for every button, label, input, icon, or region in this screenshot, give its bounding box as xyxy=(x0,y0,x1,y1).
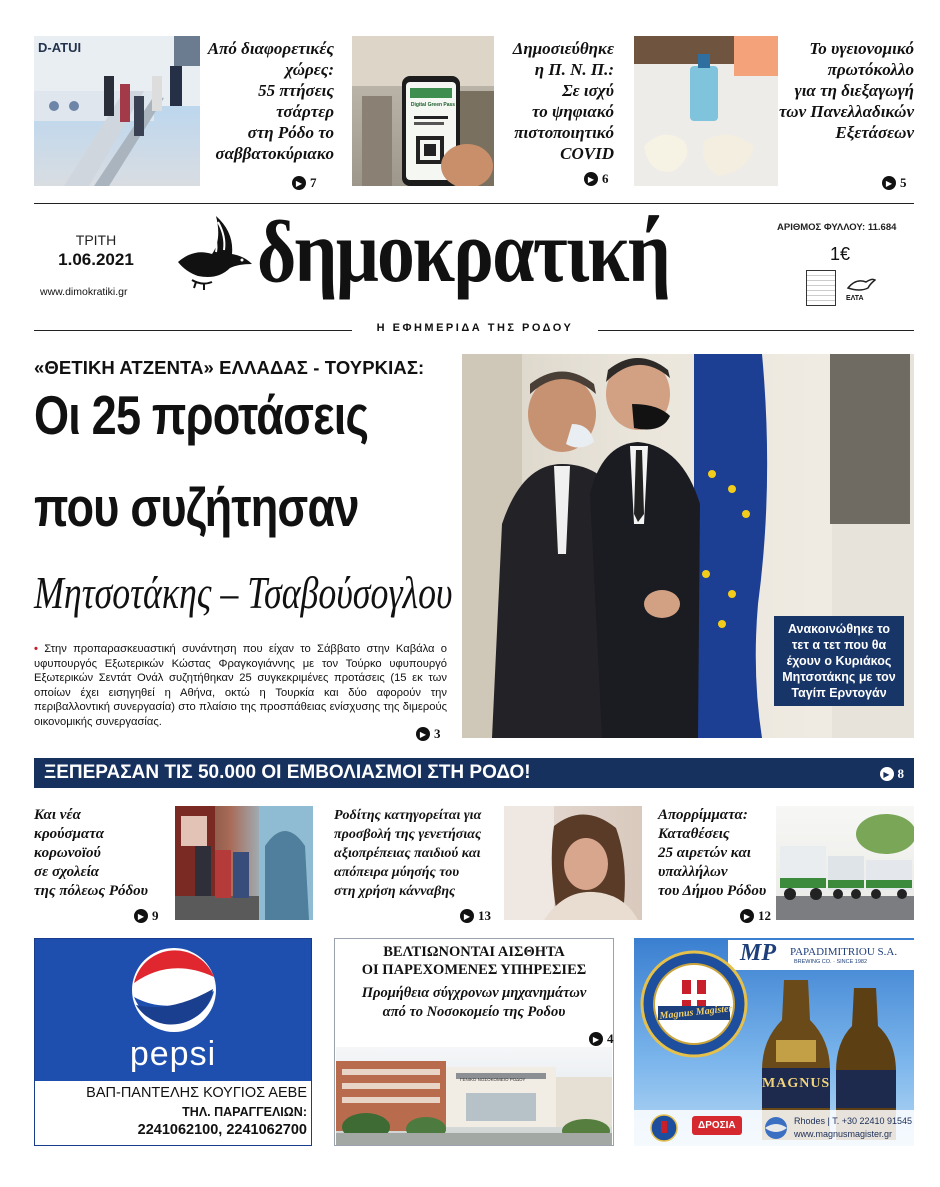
story-2-photo[interactable] xyxy=(504,806,642,920)
date: 1.06.2021 xyxy=(58,250,134,269)
story-3-line: Απορρίμματα: xyxy=(658,807,748,823)
lead-subhead[interactable]: Μητσοτάκης – Τσαβούσογλου xyxy=(34,567,453,618)
magnus-badge-text: Magnus Magister xyxy=(659,1003,733,1022)
plane-illustration xyxy=(34,36,200,186)
bottle-label: MAGNUS xyxy=(762,1076,831,1091)
elta-label: ΕΛΤΑ xyxy=(846,295,864,302)
teaser-2-photo[interactable] xyxy=(352,36,494,186)
teaser-1-photo[interactable] xyxy=(34,36,200,186)
story-3-line: υπαλλήλων xyxy=(658,864,728,880)
story-2-line: προσβολή της γενετήσιας xyxy=(334,827,482,842)
elta-bird-icon xyxy=(846,274,876,296)
story-2-pageref[interactable]: ▶ 13 xyxy=(460,908,491,924)
pepsi-phones[interactable]: 2241062100, 2241062700 xyxy=(137,1122,307,1138)
story-3-pageref[interactable]: ▶ 12 xyxy=(740,908,771,924)
drosia-logo: ΔΡΟΣΙΑ xyxy=(692,1116,742,1135)
beer-web[interactable]: www.magnusmagister.gr xyxy=(794,1129,893,1139)
hospital-building-illustration xyxy=(336,1047,612,1145)
phone-illustration xyxy=(352,36,494,186)
banner-pageref[interactable]: ▶ 8 xyxy=(880,766,905,782)
story-3-line: Καταθέσεις xyxy=(658,826,730,842)
story-1-line: Και νέα xyxy=(34,807,81,823)
teaser-3-line: Εξετάσεων xyxy=(835,123,914,142)
story-1-pageref[interactable]: ▶ 9 xyxy=(134,908,159,924)
hospital-photo[interactable] xyxy=(336,1047,612,1145)
beer-ad[interactable] xyxy=(634,938,914,1146)
magnus-small-logo-icon xyxy=(650,1114,678,1142)
teaser-1-line: Από διαφορετικές xyxy=(207,39,334,58)
lead-body xyxy=(34,642,447,729)
tagline-rule-right xyxy=(598,330,914,331)
story-1-line: της πόλεως Ρόδου xyxy=(34,883,149,899)
pepsi-orders-label: ΤΗΛ. ΠΑΡΑΓΓΕΛΙΩΝ: xyxy=(182,1105,307,1119)
hospital-story[interactable] xyxy=(334,938,614,1146)
arrow-right-icon: ▶ xyxy=(416,727,430,741)
bullet-icon: • xyxy=(34,643,45,655)
mp-logo: MP xyxy=(740,940,776,966)
story-2-line: αξιοπρέπειας παιδιού και xyxy=(334,846,481,861)
lead-kicker[interactable]: «ΘΕΤΙΚΗ ΑΤΖΕΝΤΑ» ΕΛΛΑΔΑΣ - ΤΟΥΡΚΙΑΣ: xyxy=(34,357,425,378)
arrow-right-icon: ▶ xyxy=(882,176,896,190)
arrow-right-icon: ▶ xyxy=(740,909,754,923)
story-3-line: 25 αιρετών και xyxy=(658,845,751,861)
story-1-photo[interactable] xyxy=(175,806,313,920)
lead-headline-2[interactable]: που συζήτησαν xyxy=(34,476,359,538)
story-2-line: απόπειρα μύησής του xyxy=(334,865,460,880)
story-3-line: του Δήμου Ρόδου xyxy=(658,883,767,899)
teaser-1-photo-text: D-ATUI xyxy=(38,40,82,55)
teaser-1-line: τσάρτερ xyxy=(276,102,334,121)
beer-company: PAPADIMITRIOU S.A. xyxy=(790,946,898,958)
newspaper-name[interactable]: δημοκρατική xyxy=(257,204,670,301)
lead-headline-1[interactable]: Οι 25 προτάσεις xyxy=(34,384,369,446)
vaccination-banner[interactable] xyxy=(34,758,914,788)
teaser-2-pageref[interactable]: ▶ 6 xyxy=(584,171,609,187)
hospital-pageref[interactable]: ▶ 4 xyxy=(589,1031,614,1047)
teaser-2-photo-text: Digital Green Pass xyxy=(410,102,456,108)
teaser-3-photo[interactable] xyxy=(634,36,778,186)
hospital-building-sign: ΓΕΝΙΚΟ ΝΟΣΟΚΟΜΕΙΟ ΡΟΔΟΥ xyxy=(460,1077,526,1082)
website-link[interactable]: www.dimokratiki.gr xyxy=(40,286,128,298)
arrow-right-icon: ▶ xyxy=(134,909,148,923)
globe-logo-icon xyxy=(764,1116,788,1140)
teaser-1-title[interactable] xyxy=(200,38,334,164)
school-illustration xyxy=(175,806,313,920)
sanitizer-illustration xyxy=(634,36,778,186)
teaser-1-line: σαββατοκύριακο xyxy=(215,144,334,163)
dove-logo-icon xyxy=(172,210,256,294)
story-1-line: κρούσματα xyxy=(34,826,104,842)
crying-child-illustration xyxy=(504,806,642,920)
arrow-right-icon: ▶ xyxy=(880,767,894,781)
teaser-1-pageref[interactable]: ▶ 7 xyxy=(292,175,317,191)
teaser-2-line: το ψηφιακό xyxy=(532,102,614,121)
pepsi-ad-top xyxy=(35,939,311,1081)
teaser-3-line: των Πανελλαδικών xyxy=(779,102,914,121)
lead-photo[interactable] xyxy=(462,354,914,738)
hospital-title-1: ΒΕΛΤΙΩΝΟΝΤΑΙ ΑΙΣΘΗΤΑ xyxy=(383,944,565,960)
arrow-right-icon: ▶ xyxy=(460,909,474,923)
teaser-3-pageref[interactable]: ▶ 5 xyxy=(882,175,907,191)
pepsi-company: ΒΑΠ-ΠΑΝΤΕΛΗΣ ΚΟΥΓΙΟΣ ΑΕΒΕ xyxy=(86,1085,307,1101)
pepsi-globe-icon xyxy=(131,947,217,1033)
tagline: Η ΕΦΗΜΕΡΙΔΑ ΤΗΣ ΡΟΔΟΥ xyxy=(376,322,574,334)
arrow-right-icon: ▶ xyxy=(584,172,598,186)
story-3-title[interactable] xyxy=(658,806,774,901)
tagline-rule-left xyxy=(34,330,352,331)
teaser-3-line: για τη διεξαγωγή xyxy=(794,81,914,100)
lead-body-text: Στην προπαρασκευαστική συνάντηση που είχαν το Σάββατο στην Καβάλα ο υφυπουργός Εξωτερικών Κώστας Φραγκογιάννης με τον Τούρκο υφυπουργό Εξωτερικών Σεντάτ Ονάλ συζητήθηκαν 25 συγκεκριμένες προτάσεις (15 εκ των οποίων έχει εισηγηθεί η Αθήνα, οκτώ η Τουρκία και δύο αφορούν την περιβαλλοντική συνεργασία) στο πλαίσιο της προσπάθειας ενίσχυσης της διμερούς οικονομικής συνεργασίας. xyxy=(34,643,447,728)
teaser-3-line: πρωτόκολλο xyxy=(827,60,914,79)
story-3-photo[interactable] xyxy=(776,806,914,920)
teaser-2-line: Δημοσιεύθηκε xyxy=(512,39,614,58)
hospital-sub-2: από το Νοσοκομείο της Ροδου xyxy=(382,1004,566,1020)
hospital-title-2: ΟΙ ΠΑΡΕΧΟΜΕΝΕΣ ΥΠΗΡΕΣΙΕΣ xyxy=(361,962,587,978)
day: ΤΡΙΤΗ xyxy=(75,232,117,248)
lead-pageref[interactable]: ▶ 3 xyxy=(416,726,441,742)
teaser-1-line: χώρες: xyxy=(285,60,334,79)
arrow-right-icon: ▶ xyxy=(292,176,306,190)
pepsi-ad[interactable] xyxy=(34,938,312,1146)
postage-stamp xyxy=(806,270,836,306)
story-2-title[interactable] xyxy=(334,806,504,901)
teaser-2-line: η Π. Ν. Π.: xyxy=(534,60,614,79)
pepsi-wordmark: pepsi xyxy=(129,1035,217,1073)
price: 1€ xyxy=(830,244,851,264)
banner-text: ΞΕΠΕΡΑΣΑΝ ΤΙΣ 50.000 ΟΙ ΕΜΒΟΛΙΑΣΜΟΙ ΣΤΗ ΡΟΔΟ! xyxy=(44,762,531,783)
date-block xyxy=(40,232,152,270)
story-2-line: στη χρήση κάνναβης xyxy=(334,884,456,899)
story-1-line: σε σχολεία xyxy=(34,864,100,880)
arrow-right-icon: ▶ xyxy=(589,1032,603,1046)
teaser-1-line: στη Ρόδο το xyxy=(247,123,334,142)
beer-company-sub: BREWING CO. · SINCE 1982 xyxy=(794,959,868,965)
teaser-1-line: 55 πτήσεις xyxy=(258,81,334,100)
teaser-2-line: πιστοποιητικό xyxy=(514,123,614,142)
teaser-2-line: Σε ισχύ xyxy=(562,81,614,100)
story-2-line: Ροδίτης κατηγορείται για xyxy=(334,808,482,823)
story-1-title[interactable] xyxy=(34,806,174,901)
story-1-line: κορωνοϊού xyxy=(34,845,101,861)
teaser-2-line: COVID xyxy=(560,144,614,163)
teaser-2-title[interactable] xyxy=(494,38,614,164)
issue-number: ΑΡΙΘΜΟΣ ΦΥΛΛΟΥ: 11.684 xyxy=(777,222,897,233)
teaser-3-title[interactable] xyxy=(778,38,914,143)
beer-contact[interactable]: Rhodes | T. +30 22410 91545 xyxy=(794,1116,913,1126)
lead-photo-caption: Ανακοινώθηκε το τετ α τετ που θα έχουν ο Κυριάκος Μητσοτάκης με τον Ταγίπ Ερντογάν xyxy=(774,616,904,706)
hospital-sub-1: Προμήθεια σύγχρονων μηχανημάτων xyxy=(361,985,587,1001)
teaser-3-line: Το υγειονομικό xyxy=(809,39,914,58)
garbage-trucks-illustration xyxy=(776,806,914,920)
